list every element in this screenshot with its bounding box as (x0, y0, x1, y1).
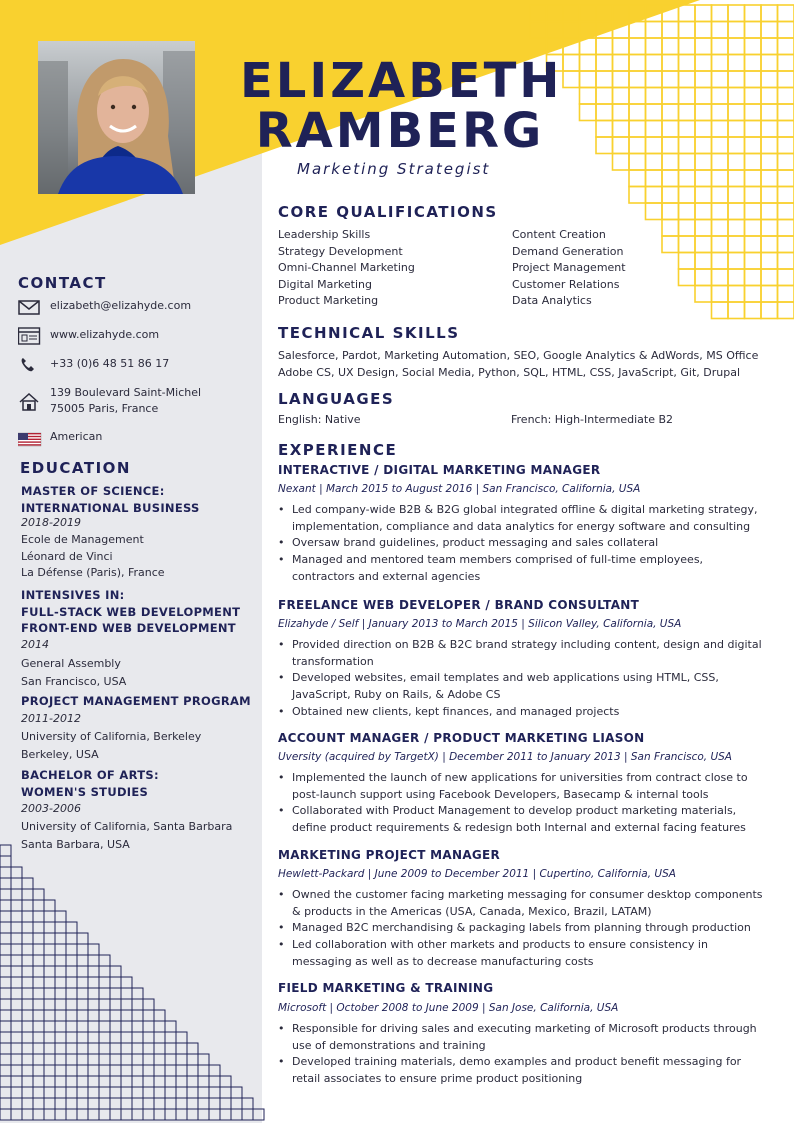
edu-2-title-1: INTENSIVES IN: (21, 588, 125, 602)
job-bullet: • Responsible for driving sales and executing marketing of Microsoft products through use of demonstrations and training (278, 1021, 768, 1054)
address-line-1: 139 Boulevard Saint-Michel (50, 386, 202, 399)
job-4-title: MARKETING PROJECT MANAGER (278, 848, 501, 862)
job-bullet: • Developed training materials, demo examples and product benefit messaging for retail associates to ensure prime product positioning (278, 1054, 768, 1087)
edu-2-title-3: FRONT-END WEB DEVELOPMENT (21, 621, 236, 635)
profile-photo (38, 41, 195, 194)
technical-skills-line-2: Adobe CS, UX Design, Social Media, Python, SQL, HTML, CSS, JavaScript, Git, Drupal (278, 366, 741, 379)
job-4-bullets (278, 887, 768, 971)
edu-4-title-2: WOMEN'S STUDIES (21, 785, 149, 799)
qualifications-column-2 (512, 227, 626, 310)
experience-heading: EXPERIENCE (278, 441, 398, 459)
qualification-item: Content Creation (512, 228, 606, 241)
language-french: French: High-Intermediate B2 (511, 413, 674, 426)
job-1-title: INTERACTIVE / DIGITAL MARKETING MANAGER (278, 463, 601, 477)
job-bullet: • Provided direction on B2B & B2C brand strategy including content, design and digital transformation (278, 637, 768, 670)
qualification-item: Data Analytics (512, 294, 592, 307)
job-bullet: • Collaborated with Product Management to develop product marketing materials, define product requirements & redesign both Internal and external facing features (278, 803, 768, 836)
job-bullet: • Managed and mentored team members comprised of full-time employees, contractors and external agencies (278, 552, 768, 585)
job-5-meta: Microsoft | October 2008 to June 2009 | San Jose, California, USA (278, 1002, 619, 1014)
languages-heading: LANGUAGES (278, 390, 395, 408)
job-3-meta: Uversity (acquired by TargetX) | December 2011 to January 2013 | San Francisco, USA (278, 751, 732, 763)
job-2-title: FREELANCE WEB DEVELOPER / BRAND CONSULTANT (278, 598, 640, 612)
navy-grid-pattern (0, 845, 264, 1120)
edu-4-line-2: Santa Barbara, USA (21, 838, 130, 851)
job-3-title: ACCOUNT MANAGER / PRODUCT MARKETING LIASON (278, 731, 645, 745)
candidate-name (240, 53, 563, 159)
edu-2-line-1: General Assembly (21, 657, 121, 670)
contact-address (50, 385, 201, 417)
language-english: English: Native (278, 413, 361, 426)
last-name: RAMBERG (255, 103, 545, 159)
qualification-item: Leadership Skills (278, 228, 371, 241)
job-bullet: • Oversaw brand guidelines, product messaging and sales collateral (278, 535, 768, 552)
house-icon (18, 393, 42, 411)
edu-1-line-2: Léonard de Vinci (21, 550, 113, 563)
job-5-bullets (278, 1021, 768, 1088)
job-5-title: FIELD MARKETING & TRAINING (278, 981, 494, 995)
job-3-bullets (278, 770, 768, 837)
technical-skills-heading: TECHNICAL SKILLS (278, 324, 460, 342)
edu-4-dates: 2003-2006 (21, 802, 81, 815)
job-2-meta: Elizahyde / Self | January 2013 to March 2015 | Silicon Valley, California, USA (278, 618, 682, 630)
job-bullet: • Led company-wide B2B & B2G global integrated offline & digital marketing strategy, implementation, compliance and data analytics for energy software and consulting (278, 502, 768, 535)
contact-email-row (18, 298, 258, 318)
us-flag-icon (18, 431, 42, 449)
edu-1-line-1: Ecole de Management (21, 533, 144, 546)
contact-address-row (18, 385, 258, 421)
job-1-meta: Nexant | March 2015 to August 2016 | San Francisco, California, USA (278, 483, 641, 495)
qualification-item: Customer Relations (512, 277, 620, 291)
edu-1-dates: 2018-2019 (21, 516, 81, 529)
qualifications-column-1 (278, 227, 415, 310)
job-bullet: • Developed websites, email templates and web applications using HTML, CSS, JavaScript, Ruby on Rails, & Adobe CS (278, 670, 768, 703)
edu-1-title-1: MASTER OF SCIENCE: (21, 484, 165, 498)
phone-icon (18, 356, 42, 374)
technical-skills-line-1: Salesforce, Pardot, Marketing Automation, SEO, Google Analytics & AdWords, MS Office (278, 349, 759, 362)
education-heading: EDUCATION (20, 459, 131, 477)
qualification-item: Demand Generation (512, 244, 624, 258)
qualification-item: Omni-Channel Marketing (278, 261, 415, 274)
job-1-bullets (278, 502, 768, 586)
edu-1-line-3: La Défense (Paris), France (21, 566, 165, 579)
job-bullet: • Managed B2C merchandising & packaging labels from planning through production (278, 920, 768, 937)
job-bullet: • Owned the customer facing marketing messaging for consumer desktop components & products in the Americas (USA, Canada, Mexico, Brazil, LATAM) (278, 887, 768, 920)
edu-3-line-1: University of California, Berkeley (21, 730, 202, 743)
qualifications-heading: CORE QUALIFICATIONS (278, 203, 498, 221)
technical-skills-text (278, 347, 778, 381)
contact-email[interactable]: elizabeth@elizahyde.com (50, 299, 192, 312)
contact-citizenship-row (18, 429, 258, 449)
contact-website[interactable]: www.elizahyde.com (50, 328, 160, 341)
contact-phone-row (18, 356, 258, 376)
edu-2-line-2: San Francisco, USA (21, 675, 127, 688)
contact-website-row (18, 327, 258, 347)
job-2-bullets (278, 637, 768, 721)
job-role: Marketing Strategist (297, 160, 491, 178)
qualification-item: Strategy Development (278, 244, 403, 258)
edu-2-dates: 2014 (21, 638, 49, 651)
first-name: ELIZABETH (240, 53, 563, 109)
edu-2-title-2: FULL-STACK WEB DEVELOPMENT (21, 605, 241, 619)
job-4-meta: Hewlett-Packard | June 2009 to December 2011 | Cupertino, California, USA (278, 868, 676, 880)
qualification-item: Project Management (512, 261, 626, 274)
job-bullet: • Implemented the launch of new applications for universities from contract close to post-launch support using Facebook Developers, Basecamp & internal tools (278, 770, 768, 803)
web-browser-icon (18, 327, 42, 345)
edu-4-line-1: University of California, Santa Barbara (21, 820, 233, 833)
qualification-item: Product Marketing (278, 294, 379, 307)
contact-citizenship: American (50, 430, 103, 443)
qualification-item: Digital Marketing (278, 277, 372, 291)
edu-3-title-1: PROJECT MANAGEMENT PROGRAM (21, 694, 251, 708)
job-bullet: • Obtained new clients, kept finances, and managed projects (278, 704, 768, 721)
job-bullet: • Led collaboration with other markets and products to ensure consistency in messaging as well as to decrease manufacturing costs (278, 937, 768, 970)
contact-heading: CONTACT (18, 274, 107, 292)
envelope-icon (18, 298, 42, 316)
edu-3-line-2: Berkeley, USA (21, 748, 99, 761)
address-line-2: 75005 Paris, France (50, 402, 159, 415)
edu-1-title-2: INTERNATIONAL BUSINESS (21, 501, 200, 515)
edu-4-title-1: BACHELOR OF ARTS: (21, 768, 159, 782)
edu-3-dates: 2011-2012 (21, 712, 81, 725)
contact-phone[interactable]: +33 (0)6 48 51 86 17 (50, 357, 170, 370)
